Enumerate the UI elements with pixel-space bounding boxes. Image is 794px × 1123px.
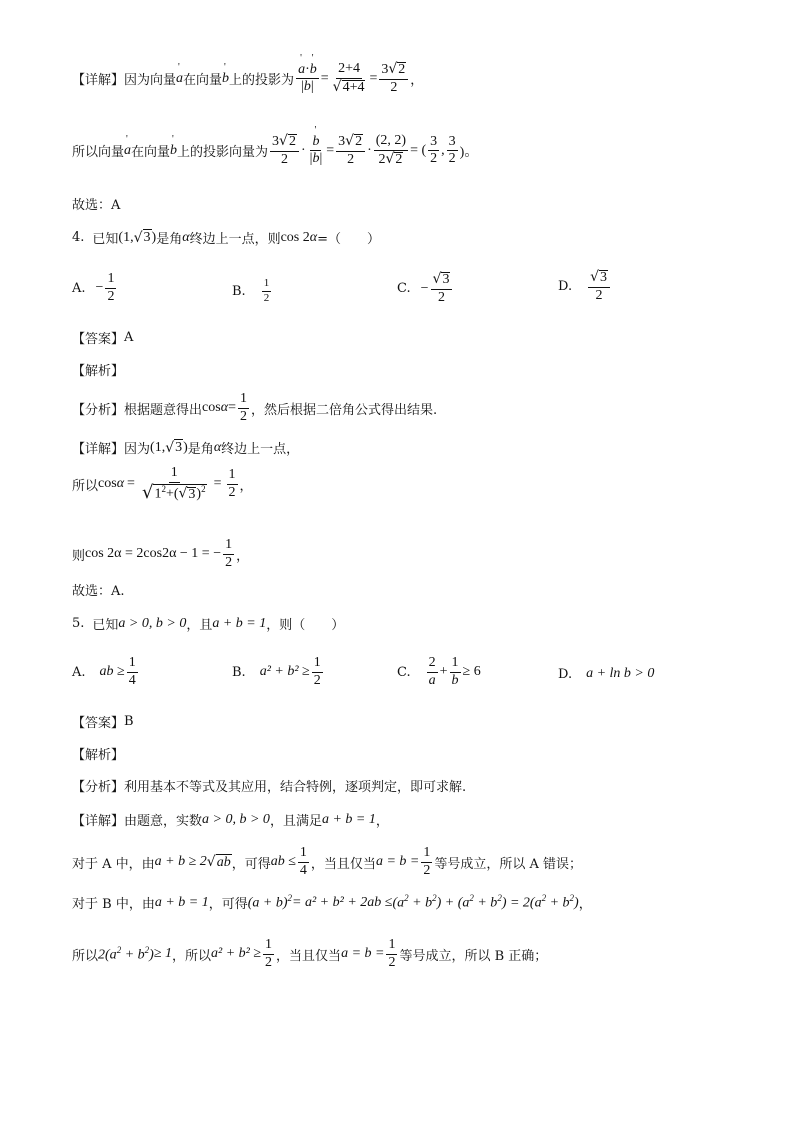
q5-option-a-check: 对于 A 中，由 a + b ≥ 2 √ ab ，可得 ab ≤ $\frac{1}{4}$ ，当且仅当 a = b = $\frac{1}{2}$ 等号成立，所以 A 错误； bbox=[72, 845, 582, 878]
q5-analysis-heading: 【解析】 bbox=[72, 748, 125, 763]
q4-option-b: B. $\frac{1}{2}$ bbox=[232, 277, 270, 304]
q4-analysis-heading: 【解析】 bbox=[72, 364, 125, 379]
q4-cos-computation: 所以 cos α = $\frac{1}{√1^2+(√3)^2}$ = $\frac{1}{2}$ ， bbox=[72, 465, 253, 503]
q5-option-c: C. $\frac{2}{a}$ + $\frac{1}{b}$ ≥ 6 bbox=[397, 655, 481, 688]
q5-option-d: D. a + ln b > 0 bbox=[558, 666, 655, 682]
q5-option-b-check: 对于 B 中，由 a + b = 1 ，可得 $(a + b)^2$ = a² + b² + 2ab ≤ $(a^2 + b^2) + (a^2 + b^2) = 2(a^2 + b^2)$ ， bbox=[72, 893, 592, 912]
q3-detail-line: 【详解】 因为向量 ' a 在向量 ' b 上的投影为 ' $\frac{a\cdot' b}{|b|}$ = $\frac{2+4}{√4+4}$ = $\frac{3√2}{2}$ ， bbox=[72, 62, 423, 95]
q4-option-c: C. − $\frac{√3}{2}$ bbox=[397, 272, 454, 305]
q4-answer: 【答案】 A bbox=[72, 330, 134, 347]
q4-option-a: A. − $\frac{1}{2}$ bbox=[72, 271, 115, 304]
q4-stem: 4. 已知 (1, √ 3 ) 是角 α 终边上一点，则 cos 2 α =（ ） bbox=[72, 229, 381, 247]
q5-option-b-conclusion: 所以 $2(a^2 + b^2)$ ≥ 1 ，所以 a² + b² ≥ $\frac{1}{2}$ ，当且仅当 a = b = $\frac{1}{2}$ 等号成立，所以 B 正确； bbox=[72, 937, 548, 970]
q4-analysis: 【分析】 根据题意得出 cos α = $\frac{1}{2}$ ，然后根据二倍角公式得出结果. bbox=[72, 391, 438, 424]
q4-choose: 故选：A. bbox=[72, 584, 125, 599]
q3-projection-vector-line: 所以向量 ' a 在向量 ' b 上的投影向量为 $\frac{3√2}{2}$ · ' $\frac{b}{|b|}$ = $\frac{3√2}{2}$ · $\frac{(2, 2)}{2√2}$ = ( $\frac{3}{2}$ , $\frac{3}{2}$ )。 bbox=[72, 134, 478, 167]
projection-fraction: ' $\frac{a\cdot' b}{|b|}$ bbox=[296, 63, 319, 95]
q4-detail: 【详解】 因为 (1, √ 3 ) 是角 α 终边上一点， bbox=[72, 439, 300, 457]
q4-option-d: D. $\frac{√3}{2}$ bbox=[558, 270, 612, 303]
q5-stem: 5. 已知 a > 0, b > 0 ，且 a + b = 1 ，则（ ） bbox=[72, 615, 345, 633]
q5-analysis: 【分析】 利用基本不等式及其应用，结合特例，逐项判定，即可求解. bbox=[72, 780, 467, 795]
q4-double-angle: 则 cos 2α = 2cos 2 α − 1 = − $\frac{1}{2}$ ， bbox=[72, 537, 250, 570]
q3-answer-choice: 故选：A bbox=[72, 198, 121, 213]
q5-option-b: B. a² + b² ≥ $\frac{1}{2}$ bbox=[232, 655, 321, 688]
q5-option-a: A. ab ≥ $\frac{1}{4}$ bbox=[72, 655, 136, 688]
detail-tag: 【详解】 bbox=[72, 73, 125, 89]
q5-detail: 【详解】 由题意，实数 a > 0, b > 0 ，且满足 a + b = 1 ， bbox=[72, 811, 389, 829]
q5-answer: 【答案】 B bbox=[72, 714, 134, 731]
